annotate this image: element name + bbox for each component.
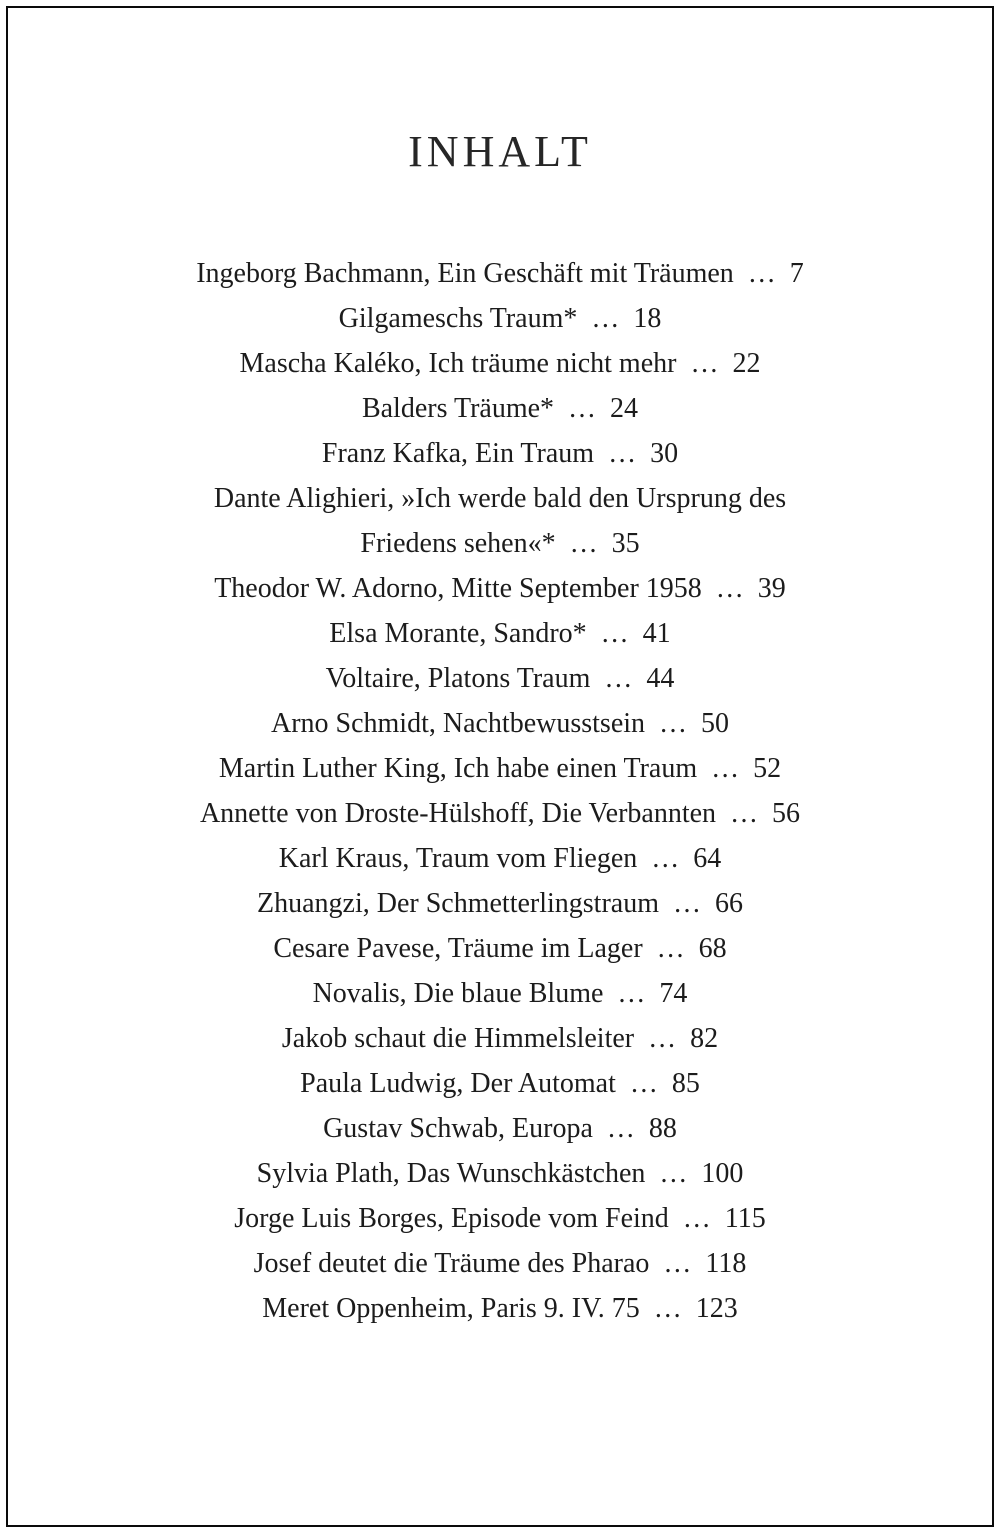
toc-entry-line: Mascha Kaléko, Ich träume nicht mehr … 22 — [239, 348, 761, 379]
toc-entry — [8, 251, 992, 296]
toc-entry — [8, 926, 992, 971]
toc-entry-line: Jorge Luis Borges, Episode vom Feind … 115 — [234, 1203, 766, 1234]
toc-entry — [8, 836, 992, 881]
toc-entry — [8, 386, 992, 431]
toc-list — [8, 251, 992, 1331]
toc-entry-line: Balders Träume* … 24 — [361, 393, 639, 424]
toc-entry-line: Josef deutet die Träume des Pharao … 118 — [253, 1248, 747, 1279]
toc-entry — [8, 881, 992, 926]
toc-entry — [8, 1151, 992, 1196]
book-page — [6, 6, 994, 1527]
toc-entry-line: Elsa Morante, Sandro* … 41 — [329, 618, 671, 649]
toc-entry — [8, 1106, 992, 1151]
toc-entry-line: Dante Alighieri, »Ich werde bald den Ursprung des — [213, 483, 787, 514]
toc-entry — [8, 1286, 992, 1331]
toc-entry-line: Paula Ludwig, Der Automat … 85 — [300, 1068, 700, 1099]
toc-entry — [8, 566, 992, 611]
toc-entry-continuation-line: Friedens sehen«* … 35 — [360, 528, 640, 559]
toc-entry-line: Annette von Droste-Hülshoff, Die Verbannten … 56 — [199, 798, 801, 829]
toc-entry-line: Theodor W. Adorno, Mitte September 1958 … 39 — [214, 573, 786, 604]
toc-entry — [8, 341, 992, 386]
toc-entry-line: Sylvia Plath, Das Wunschkästchen … 100 — [256, 1158, 744, 1189]
toc-entry — [8, 431, 992, 476]
toc-entry — [8, 1016, 992, 1061]
page-title: INHALT — [408, 127, 592, 176]
toc-entry-line: Voltaire, Platons Traum … 44 — [325, 663, 675, 694]
toc-entry — [8, 1241, 992, 1286]
toc-entry-line: Zhuangzi, Der Schmetterlingstraum … 66 — [257, 888, 743, 919]
toc-entry-line: Cesare Pavese, Träume im Lager … 68 — [273, 933, 727, 964]
toc-entry-line: Gustav Schwab, Europa … 88 — [323, 1113, 677, 1144]
toc-entry — [8, 746, 992, 791]
toc-entry — [8, 701, 992, 746]
toc-entry-line: Novalis, Die blaue Blume … 74 — [312, 978, 688, 1009]
toc-entry-line: Meret Oppenheim, Paris 9. IV. 75 … 123 — [262, 1293, 738, 1324]
toc-entry-line: Karl Kraus, Traum vom Fliegen … 64 — [278, 843, 722, 874]
toc-entry-line: Jakob schaut die Himmelsleiter … 82 — [281, 1023, 719, 1054]
toc-entry — [8, 656, 992, 701]
toc-entry-line: Arno Schmidt, Nachtbewusstsein … 50 — [270, 708, 730, 739]
toc-entry-line: Martin Luther King, Ich habe einen Traum … 52 — [218, 753, 782, 784]
toc-entry-line: Gilgameschs Traum* … 18 — [338, 303, 662, 334]
toc-entry-line: Franz Kafka, Ein Traum … 30 — [321, 438, 679, 469]
toc-entry — [8, 1196, 992, 1241]
toc-entry — [8, 971, 992, 1016]
toc-entry — [8, 476, 992, 566]
toc-entry — [8, 791, 992, 836]
toc-entry — [8, 1061, 992, 1106]
toc-entry-line: Ingeborg Bachmann, Ein Geschäft mit Träumen … 7 — [196, 258, 804, 289]
toc-entry — [8, 611, 992, 656]
toc-entry — [8, 296, 992, 341]
